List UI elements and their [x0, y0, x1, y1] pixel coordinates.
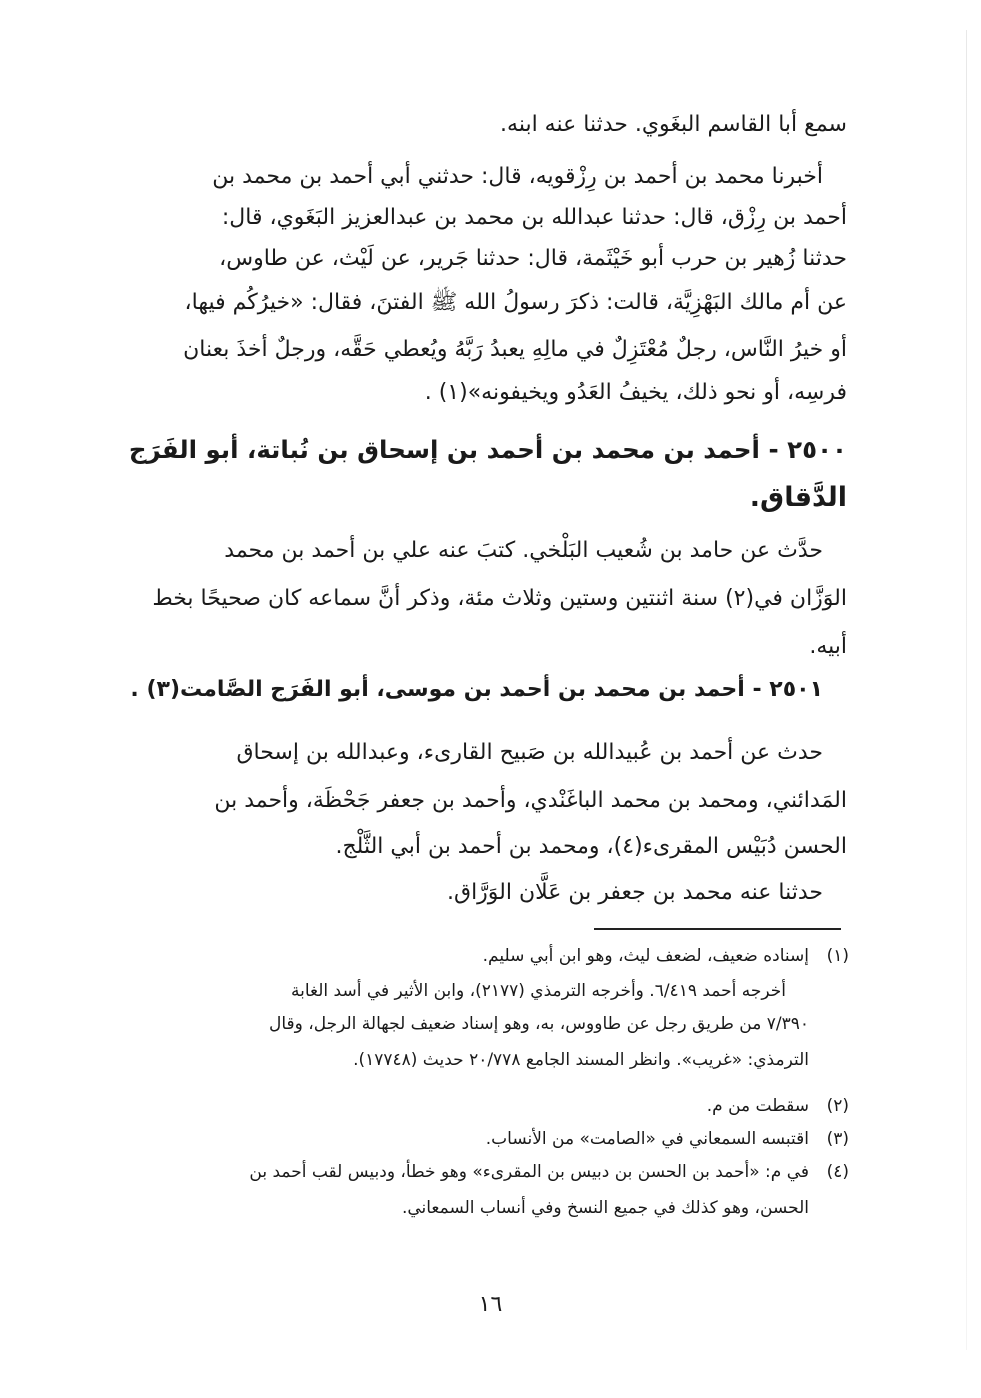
footnote-4-line-1: في م: «أحمد بن الحسن بن دبيس بن المقرىء» وهو خطأ، ودبيس لقب أحمد بن	[249, 1162, 809, 1182]
chain-line-6: فرسِه، أو نحو ذلك، يخيفُ العَدُو ويخيفونه»(١) .	[424, 380, 847, 405]
footnote-3-number: (٣)	[826, 1129, 849, 1149]
chain-line-2: أحمد بن رِزْق، قال: حدثنا عبدالله بن محمد بن عبدالعزيز البَغَوي، قال:	[221, 205, 847, 230]
footnote-1-line-3: ٧/٣٩٠ من طريق رجل عن طاووس، به، وهو إسناد ضعيف لجهالة الرجل، وقال	[268, 1014, 809, 1034]
entry-2500-body-2: الوَزَّان في(٢) سنة اثنتين وستين وثلاث مئة، وذكر أنَّ سماعه كان صحيحًا بخط	[152, 586, 847, 611]
scan-edge-shadow	[966, 30, 967, 1350]
chain-line-5: أو خيرُ النَّاس، رجلٌ مُعْتَزِلٌ في مالِهِ يعبدُ رَبَّهُ ويُعطي حَقَّه، ورجلٌ أخذَ بعنان	[183, 337, 847, 362]
footnote-2-line-1: سقطت من م.	[706, 1096, 809, 1116]
footnote-1-line-2: أخرجه أحمد ٦/٤١٩. وأخرجه الترمذي (٢١٧٧)، وابن الأثير في أسد الغابة	[291, 981, 786, 1001]
entry-2500-heading-cont: الدَّقاق.	[749, 482, 847, 513]
entry-2500-body-1: حدَّث عن حامد بن شُعيب البَلْخي. كتبَ عنه علي بن أحمد بن محمد	[224, 538, 823, 563]
entry-2501-body-3: الحسن دُبَيْس المقرىء(٤)، ومحمد بن أحمد بن أبي الثَّلْج.	[335, 834, 847, 859]
footnote-1-line-1: إسناده ضعيف، لضعف ليث، وهو ابن أبي سليم.	[482, 946, 809, 966]
footnote-4-number: (٤)	[826, 1162, 849, 1182]
footnote-1-line-4: الترمذي: «غريب». وانظر المسند الجامع ٢٠/٧٧٨ حديث (١٧٧٤٨).	[353, 1050, 809, 1070]
entry-2500-body-3: أبيه.	[809, 634, 847, 659]
footnote-3-line-1: اقتبسه السمعاني في «الصامت» من الأنساب.	[485, 1129, 809, 1149]
intro-line-1: سمع أبا القاسم البغَوي. حدثنا عنه ابنه.	[500, 112, 847, 137]
footnote-separator	[594, 928, 841, 930]
entry-2501-body-1: حدث عن أحمد بن عُبيدالله بن صَبيح القارىء، وعبدالله بن إسحاق	[236, 740, 823, 765]
chain-line-4: عن أم مالك البَهْزِيَّة، قالت: ذكرَ رسولُ الله ﷺ الفتنَ، فقال: «خيرُكُم فيها،	[184, 290, 847, 315]
entry-2500-heading: ٢٥٠٠ - أحمد بن محمد بن أحمد بن إسحاق بن نُباتة، أبو الفَرَج	[128, 435, 847, 464]
chain-line-1: أخبرنا محمد بن أحمد بن رِزْقويه، قال: حدثني أبي أحمد بن محمد بن	[212, 164, 823, 189]
page-number: ١٦	[478, 1292, 503, 1317]
footnote-4-line-2: الحسن، وهو كذلك في جميع النسخ وفي أنساب السمعاني.	[401, 1198, 809, 1218]
footnote-2-number: (٢)	[826, 1096, 849, 1116]
entry-2501-body-2: المَدائني، ومحمد بن محمد الباغَنْدي، وأحمد بن جعفر جَحْظَة، وأحمد بن	[214, 788, 847, 813]
footnote-1-number: (١)	[826, 946, 849, 966]
chain-line-3: حدثنا زُهير بن حرب أبو خَيْثَمة، قال: حدثنا جَرير، عن لَيْث، عن طاوس،	[219, 246, 847, 271]
entry-2501-heading: ٢٥٠١ - أحمد بن محمد بن أحمد بن موسى، أبو الفَرَج الصَّامت(٣) .	[130, 677, 823, 702]
entry-2501-body-4: حدثنا عنه محمد بن جعفر بن عَلَّان الوَرَّاق.	[447, 880, 823, 905]
